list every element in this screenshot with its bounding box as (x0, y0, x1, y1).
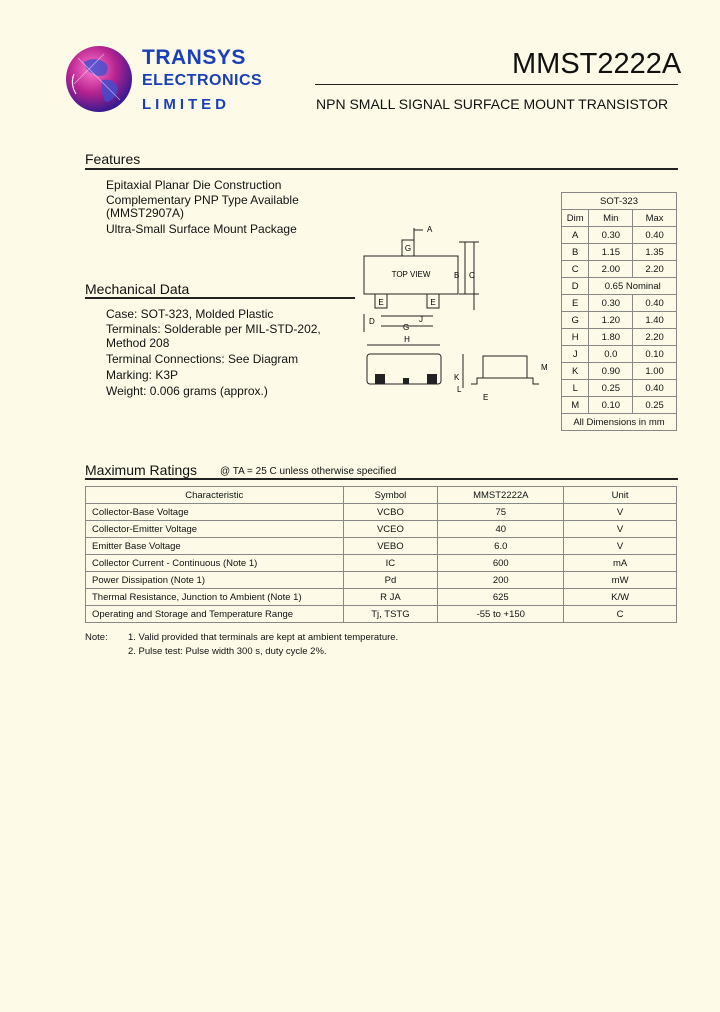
table-row (86, 504, 677, 521)
table-cell: Collector-Emitter Voltage (86, 521, 344, 538)
table-cell: mA (564, 555, 677, 572)
title-rule (315, 84, 678, 85)
ratings-rule (85, 478, 678, 480)
company-name-line2: ELECTRONICS (142, 72, 263, 89)
top-view-label: TOP VIEW (391, 270, 431, 279)
table-cell: M (562, 397, 589, 414)
table-cell: V (564, 504, 677, 521)
table-cell: G (562, 312, 589, 329)
table-cell: 75 (438, 504, 564, 521)
table-cell: 0.40 (633, 380, 677, 397)
table-cell: D (562, 278, 589, 295)
table-row (86, 555, 677, 572)
dim-label-E3: E (483, 393, 489, 402)
notes-label: Note: (85, 632, 108, 643)
table-cell: 0.30 (589, 227, 633, 244)
dim-label-B: B (454, 271, 460, 280)
table-cell: 1.80 (589, 329, 633, 346)
dim-label-J: J (419, 315, 423, 324)
ratings-header: Unit (564, 487, 677, 504)
ratings-header: Symbol (343, 487, 438, 504)
feature-item: Ultra-Small Surface Mount Package (106, 222, 297, 236)
mechanical-item: Terminals: Solderable per MIL-STD-202, (106, 322, 321, 336)
table-cell: VCEO (343, 521, 438, 538)
dim-label-A: A (427, 225, 433, 234)
dim-label-G2: G (403, 323, 410, 332)
table-row (562, 244, 677, 261)
mechanical-item: Case: SOT-323, Molded Plastic (106, 307, 274, 321)
table-cell: 0.40 (633, 295, 677, 312)
table-cell: 1.40 (633, 312, 677, 329)
ratings-heading: Maximum Ratings (85, 462, 198, 478)
table-row (562, 380, 677, 397)
table-cell: Emitter Base Voltage (86, 538, 344, 555)
mechanical-rule (85, 297, 355, 299)
table-cell: K (562, 363, 589, 380)
subtitle: NPN SMALL SIGNAL SURFACE MOUNT TRANSISTOR (316, 96, 669, 112)
table-cell: 1.20 (589, 312, 633, 329)
table-cell: 0.40 (633, 227, 677, 244)
note-item: 2. Pulse test: Pulse width 300 s, duty cycle 2%. (128, 646, 327, 657)
table-cell: L (562, 380, 589, 397)
table-row (562, 346, 677, 363)
table-cell: Power Dissipation (Note 1) (86, 572, 344, 589)
table-cell: 0.25 (589, 380, 633, 397)
table-cell: 625 (438, 589, 564, 606)
table-row (562, 363, 677, 380)
table-row (562, 397, 677, 414)
table-row (86, 538, 677, 555)
company-name-line1: TRANSYS (142, 46, 246, 69)
table-cell: Operating and Storage and Temperature Range (86, 606, 344, 623)
table-cell: R JA (343, 589, 438, 606)
dim-table-header: Max (633, 210, 677, 227)
pin-label-E: E (378, 298, 384, 307)
note-item: 1. Valid provided that terminals are kept at ambient temperature. (128, 632, 399, 643)
table-cell: 40 (438, 521, 564, 538)
table-cell: 2.20 (633, 261, 677, 278)
dim-table-header: Min (589, 210, 633, 227)
table-cell: 0.65 Nominal (589, 278, 677, 295)
table-cell: IC (343, 555, 438, 572)
table-cell: -55 to +150 (438, 606, 564, 623)
ratings-table (85, 486, 677, 623)
table-row (562, 261, 677, 278)
table-cell: 600 (438, 555, 564, 572)
table-row (562, 278, 677, 295)
table-row (562, 227, 677, 244)
table-cell: K/W (564, 589, 677, 606)
table-cell: V (564, 538, 677, 555)
table-cell: Tj, TSTG (343, 606, 438, 623)
ratings-header: MMST2222A (438, 487, 564, 504)
table-cell: VEBO (343, 538, 438, 555)
dim-table-footer: All Dimensions in mm (562, 414, 677, 431)
dim-label-L: L (457, 385, 462, 394)
table-cell: Collector-Base Voltage (86, 504, 344, 521)
table-cell: 2.20 (633, 329, 677, 346)
table-cell: Pd (343, 572, 438, 589)
table-cell: 1.35 (633, 244, 677, 261)
table-cell: Collector Current - Continuous (Note 1) (86, 555, 344, 572)
dimension-table (561, 192, 677, 431)
mechanical-heading: Mechanical Data (85, 281, 190, 297)
ratings-header: Characteristic (86, 487, 344, 504)
table-cell: 0.10 (589, 397, 633, 414)
mechanical-item: Method 208 (106, 336, 170, 350)
table-cell: VCBO (343, 504, 438, 521)
table-cell: 0.10 (633, 346, 677, 363)
table-cell: 1.15 (589, 244, 633, 261)
mechanical-item: Marking: K3P (106, 368, 179, 382)
dim-table-package: SOT-323 (562, 193, 677, 210)
table-row (562, 312, 677, 329)
table-cell: 200 (438, 572, 564, 589)
table-cell: mW (564, 572, 677, 589)
dim-label-D: D (369, 317, 375, 326)
mechanical-item: Terminal Connections: See Diagram (106, 352, 299, 366)
package-outline-diagram (355, 220, 555, 410)
table-row (86, 521, 677, 538)
feature-item: (MMST2907A) (106, 206, 185, 220)
table-row (86, 589, 677, 606)
features-rule (85, 168, 678, 170)
table-cell: C (564, 606, 677, 623)
table-cell: V (564, 521, 677, 538)
table-cell: 0.25 (633, 397, 677, 414)
pin-label-E2: E (430, 298, 436, 307)
dim-label-H: H (404, 335, 410, 344)
dim-label-C: C (469, 271, 475, 280)
features-heading: Features (85, 151, 141, 167)
table-row (562, 329, 677, 346)
feature-item: Complementary PNP Type Available (106, 193, 299, 207)
table-cell: 0.0 (589, 346, 633, 363)
mechanical-item: Weight: 0.006 grams (approx.) (106, 384, 268, 398)
dim-label-G: G (404, 244, 412, 253)
table-row (562, 295, 677, 312)
table-cell: J (562, 346, 589, 363)
company-name-line3: LIMITED (142, 96, 230, 113)
table-cell: A (562, 227, 589, 244)
table-cell: 0.90 (589, 363, 633, 380)
table-row (86, 606, 677, 623)
table-cell: 2.00 (589, 261, 633, 278)
table-row (86, 572, 677, 589)
ratings-condition: @ TA = 25 C unless otherwise specified (220, 466, 397, 477)
part-number-title: MMST2222A (512, 48, 682, 80)
table-cell: 0.30 (589, 295, 633, 312)
dim-label-M: M (541, 363, 548, 372)
table-cell: 6.0 (438, 538, 564, 555)
table-cell: Thermal Resistance, Junction to Ambient (Note 1) (86, 589, 344, 606)
table-cell: 1.00 (633, 363, 677, 380)
feature-item: Epitaxial Planar Die Construction (106, 178, 282, 192)
table-cell: B (562, 244, 589, 261)
dim-table-header: Dim (562, 210, 589, 227)
table-cell: H (562, 329, 589, 346)
table-cell: C (562, 261, 589, 278)
dim-label-K: K (454, 373, 460, 382)
table-cell: E (562, 295, 589, 312)
globe-logo-icon (64, 44, 134, 114)
